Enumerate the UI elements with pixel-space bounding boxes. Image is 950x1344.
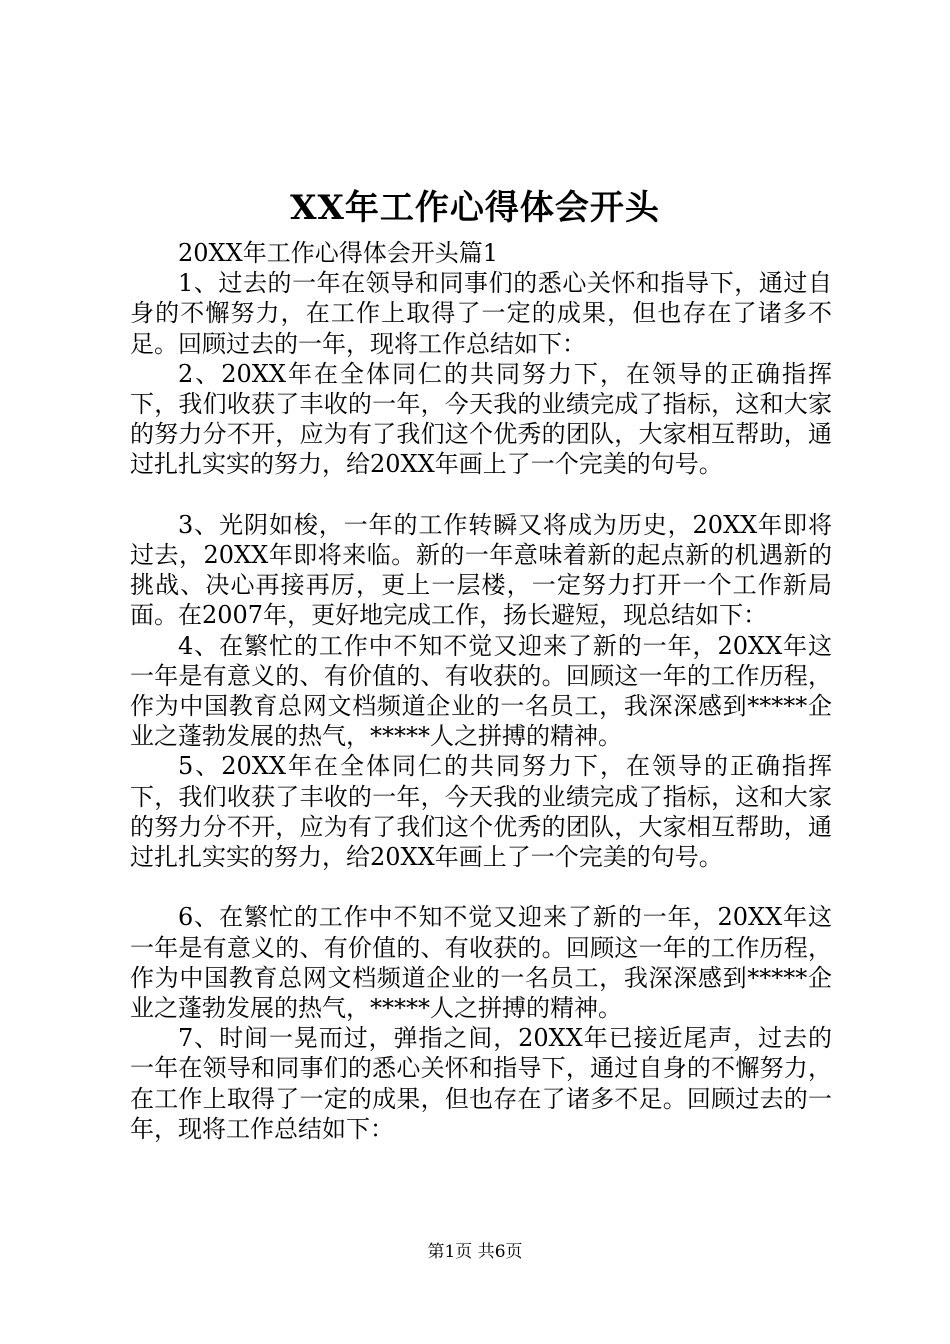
document-body xyxy=(130,238,832,1144)
paragraph-3: 3、光阴如梭，一年的工作转瞬又将成为历史，20XX年即将过去，20XX年即将来临。新的一年意味着新的起点新的机遇新的挑战、决心再接再厉，更上一层楼，一定努力打开一个工作新局面。在2007年，更好地完成工作，扬长避短，现总结如下： xyxy=(130,510,832,630)
paragraph-2: 2、20XX年在全体同仁的共同努力下，在领导的正确指挥下，我们收获了丰收的一年，今天我的业绩完成了指标，这和大家的努力分不开，应为有了我们这个优秀的团队，大家相互帮助，通过扎扎实实的努力，给20XX年画上了一个完美的句号。 xyxy=(130,359,832,479)
section-heading: 20XX年工作心得体会开头篇1 xyxy=(178,239,498,267)
paragraph-4: 4、在繁忙的工作中不知不觉又迎来了新的一年，20XX年这一年是有意义的、有价值的、有收获的。回顾这一年的工作历程，作为中国教育总网文档频道企业的一名员工，我深深感到*****企业之蓬勃发展的热气，*****人之拼搏的精神。 xyxy=(130,631,832,751)
paragraph-7: 7、时间一晃而过，弹指之间，20XX年已接近尾声，过去的一年在领导和同事们的悉心关怀和指导下，通过自身的不懈努力，在工作上取得了一定的成果，但也存在了诸多不足。回顾过去的一年，现将工作总结如下： xyxy=(130,1024,832,1143)
paragraph-5: 5、20XX年在全体同仁的共同努力下，在领导的正确指挥下，我们收获了丰收的一年，今天我的业绩完成了指标，这和大家的努力分不开，应为有了我们这个优秀的团队，大家相互帮助，通过扎扎实实的努力，给20XX年画上了一个完美的句号。 xyxy=(130,752,832,872)
paragraph-1: 1、过去的一年在领导和同事们的悉心关怀和指导下，通过自身的不懈努力，在工作上取得了一定的成果，但也存在了诸多不足。回顾过去的一年，现将工作总结如下： xyxy=(130,269,832,358)
document-title: XX年工作心得体会开头 xyxy=(290,188,660,228)
paragraph-6: 6、在繁忙的工作中不知不觉又迎来了新的一年，20XX年这一年是有意义的、有价值的、有收获的。回顾这一年的工作历程，作为中国教育总网文档频道企业的一名员工，我深深感到*****企业之蓬勃发展的热气，*****人之拼搏的精神。 xyxy=(130,903,832,1023)
page-number-footer: 第1页 共6页 xyxy=(427,1242,523,1262)
